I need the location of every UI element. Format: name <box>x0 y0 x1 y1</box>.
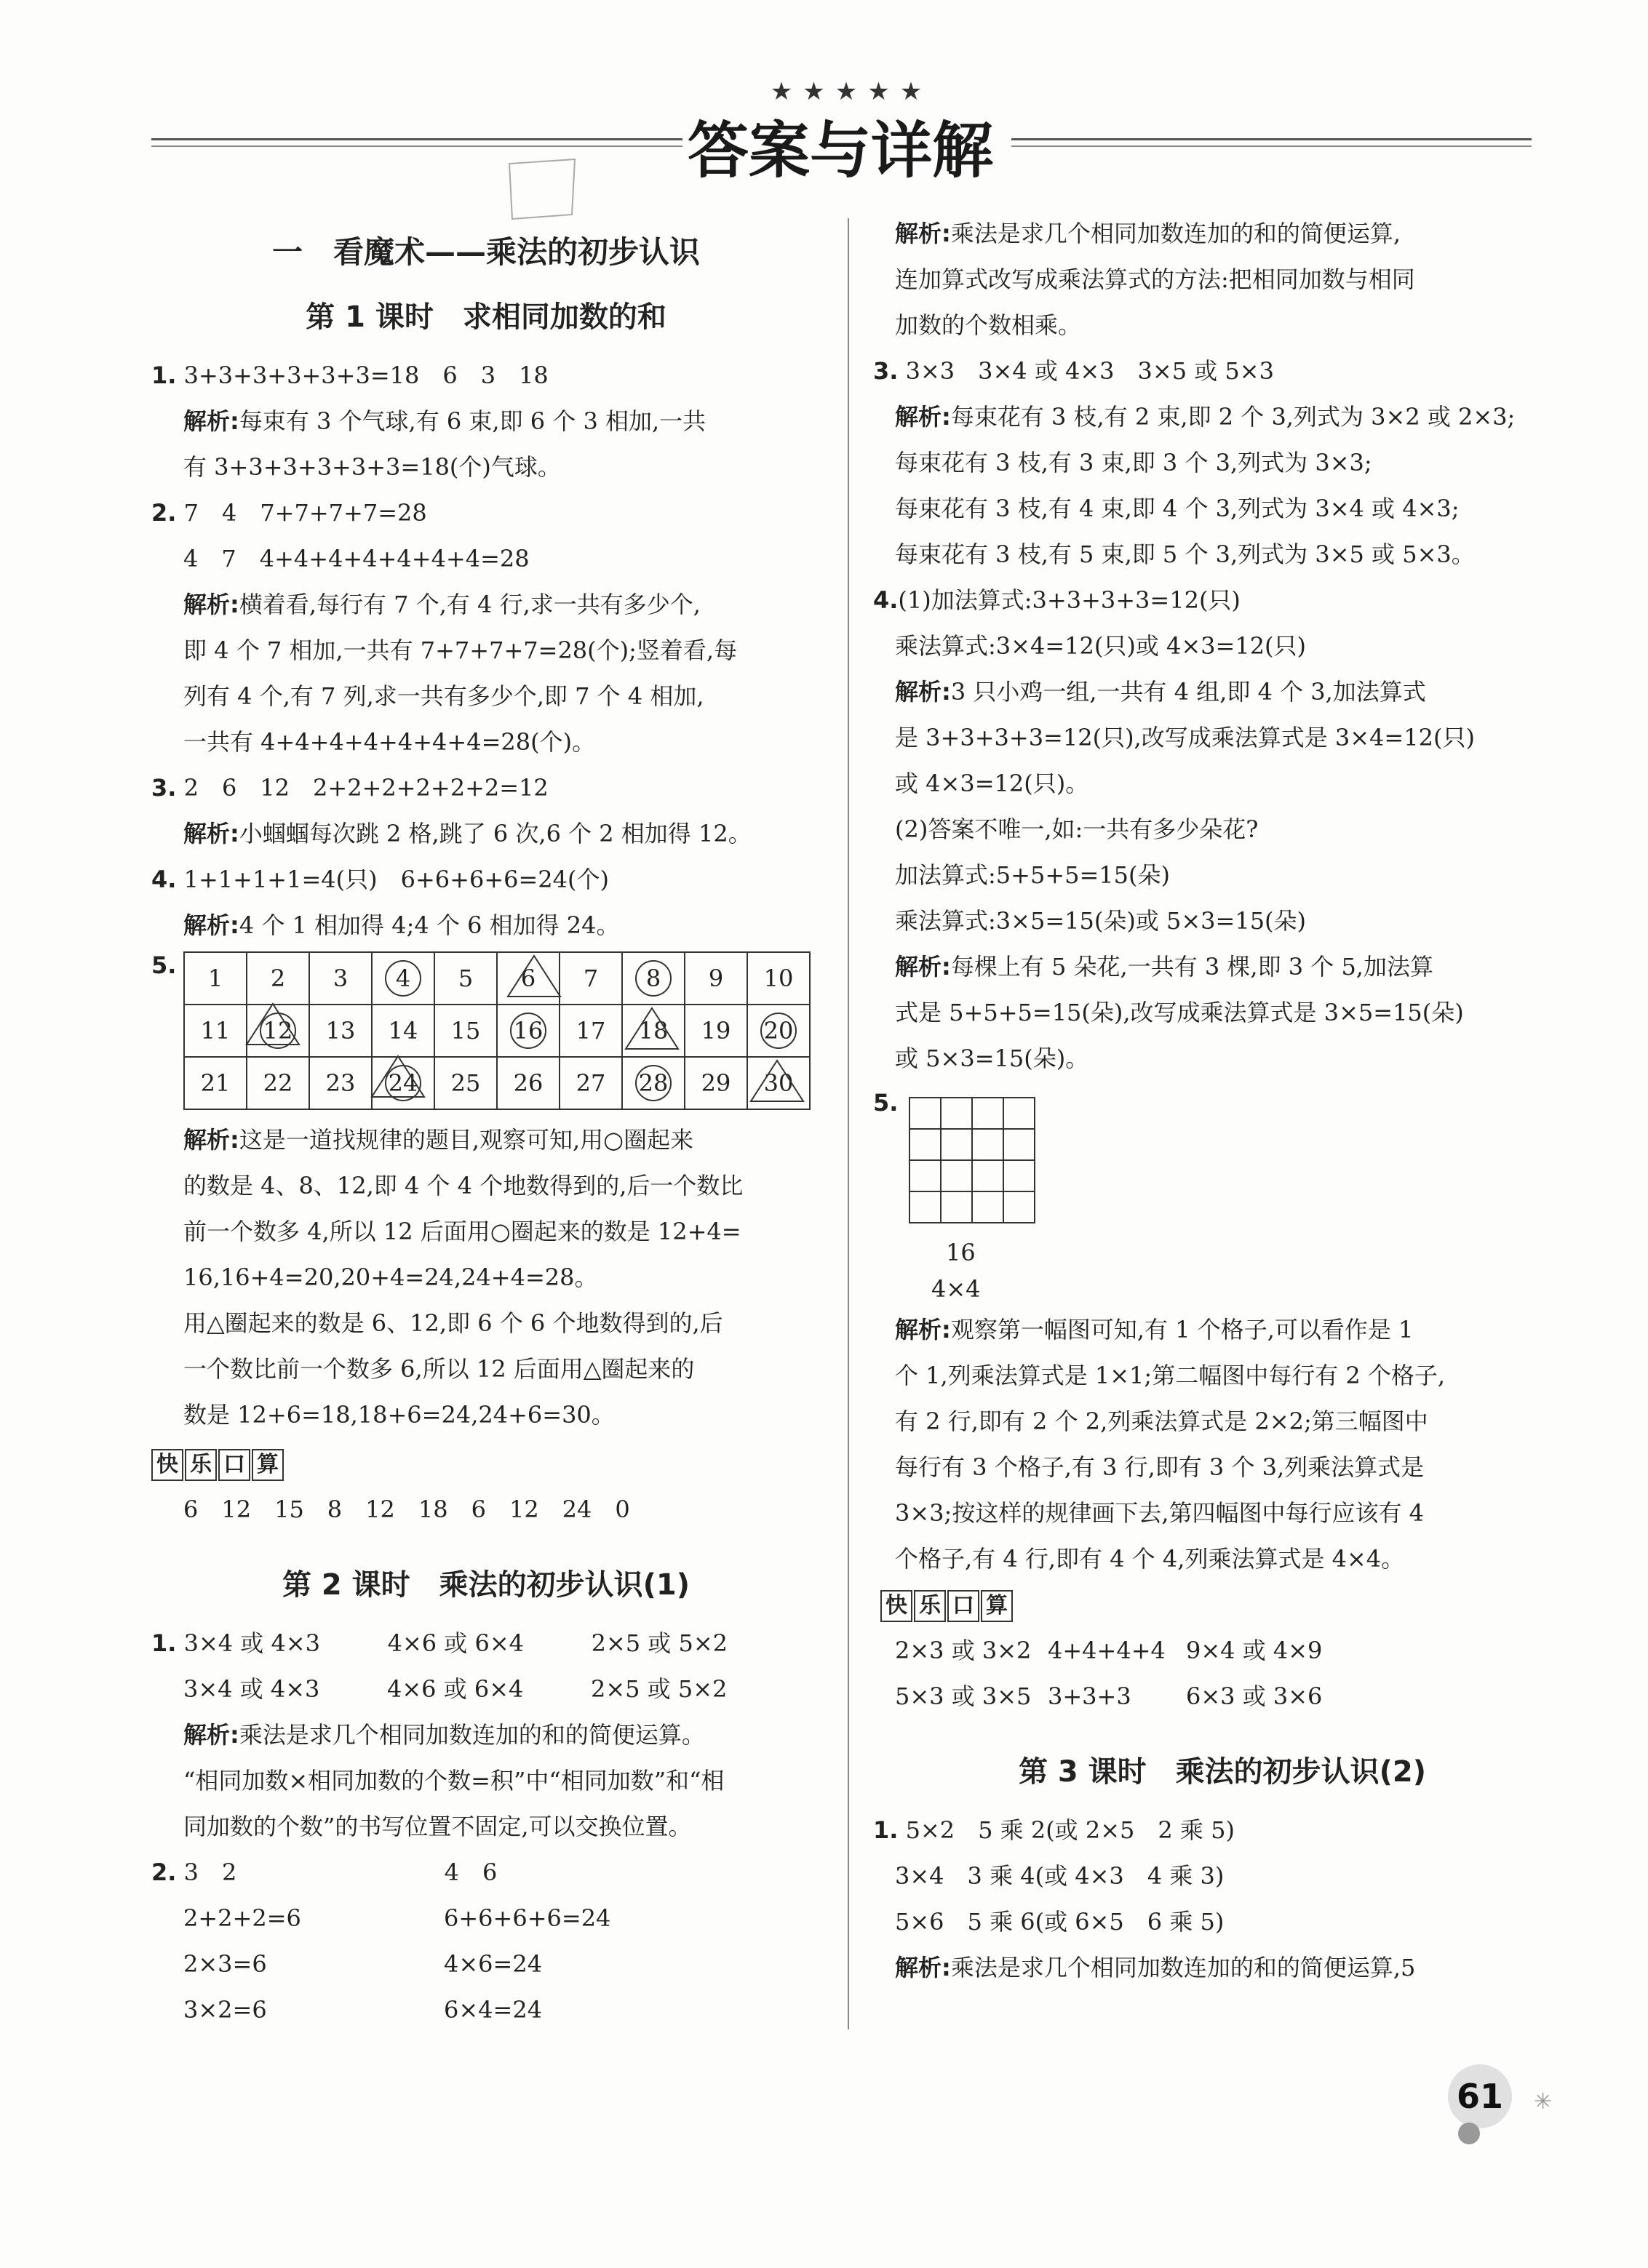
grid-cell <box>560 1057 622 1109</box>
grid-cell <box>685 1057 747 1109</box>
l3-ana-label: 解析: <box>895 1954 951 1981</box>
q4-num: 4. <box>151 866 177 893</box>
grid-cell-value: 24 <box>385 1065 421 1101</box>
triangle-mark <box>385 1065 421 1101</box>
q5-ana-4: 用△圈起来的数是 6、12,即 6 个 6 个地数得到的,后 <box>183 1309 723 1337</box>
grid-cell-value: 14 <box>388 1017 418 1045</box>
grid-cell <box>247 1005 309 1057</box>
q2-ana-1: 即 4 个 7 相加,一共有 7+7+7+7=28(个);竖着看,每 <box>183 636 738 664</box>
r-q4-line2-0: (2)答案不唯一,如:一共有多少朵花? <box>895 815 1259 843</box>
grid-cell <box>497 952 560 1005</box>
grid-cell <box>747 1057 810 1109</box>
page-number-dot <box>1458 2123 1480 2144</box>
r-q4-line-0: (1)加法算式:3+3+3+3=12(只) <box>898 586 1241 614</box>
grid-cell <box>497 1005 560 1057</box>
r-q2-ana-1: 连加算式改写成乘法算式的方法:把相同加数与相同 <box>895 265 1415 293</box>
r-kuaile-r1-c2: 6×3 或 3×6 <box>1186 1682 1323 1710</box>
l3-ana: 乘法是求几个相同加数连加的和的简便运算,5 <box>950 1954 1416 1981</box>
grid-cell-value: 19 <box>701 1017 731 1045</box>
q3-ana: 小蝈蝈每次跳 2 格,跳了 6 次,6 个 2 相加得 12。 <box>239 820 752 847</box>
r-q4-line2-2: 乘法算式:3×5=15(朵)或 5×3=15(朵) <box>895 907 1307 935</box>
star-decoration-icon: ✳ <box>1534 2089 1553 2115</box>
q5-ana-3: 16,16+4=20,20+4=24,24+4=28。 <box>183 1263 598 1291</box>
q2-ana-2: 列有 4 个,有 7 列,求一共有多少个,即 7 个 4 相加, <box>183 682 704 710</box>
grid-cell <box>747 952 810 1005</box>
l2-q1-r1-c1: 4×6 或 6×4 <box>387 1675 524 1703</box>
grid-row <box>184 952 810 1005</box>
r-kuaile-char-4: 算 <box>981 1590 1013 1622</box>
r-q4-ana2-label: 解析: <box>895 953 951 981</box>
r-q3-ana-1: 每束花有 3 枝,有 3 束,即 3 个 3,列式为 3×3; <box>895 449 1372 476</box>
q2-ana-3: 一共有 4+4+4+4+4+4+4=28(个)。 <box>183 728 596 756</box>
q4-ana: 4 个 1 相加得 4;4 个 6 相加得 24。 <box>239 911 620 939</box>
triangle-mark <box>764 1069 794 1097</box>
l2-q2-r2-c1: 4×6=24 <box>444 1950 543 1978</box>
grid-cell <box>622 952 685 1005</box>
l2-q1-r1-c0: 3×4 或 4×3 <box>183 1675 320 1703</box>
l3-row-2: 5×6 5 乘 6(或 6×5 6 乘 5) <box>895 1908 1225 1936</box>
lesson3-title: 第 3 课时 乘法的初步认识(2) <box>1018 1755 1427 1789</box>
grid-cell-value: 16 <box>510 1013 546 1049</box>
grid-cell-value: 25 <box>450 1069 481 1097</box>
l2-q1-num: 1. <box>151 1629 177 1657</box>
kuaile-char-3: 口 <box>218 1449 250 1481</box>
r-q4-ana2-2: 或 5×3=15(朵)。 <box>895 1045 1089 1072</box>
r-q5-ana-label: 解析: <box>895 1316 951 1343</box>
grid-cell <box>560 1005 622 1057</box>
r-q3-ana-2: 每束花有 3 枝,有 4 束,即 4 个 3,列式为 3×4 或 4×3; <box>895 495 1460 522</box>
lesson1-title: 第 1 课时 求相同加数的和 <box>306 300 666 334</box>
grid-cell-value: 5 <box>458 965 474 992</box>
l2-q1-ana-label: 解析: <box>183 1721 239 1749</box>
q4-ana-label: 解析: <box>183 911 239 939</box>
grid-cell-value: 3 <box>333 965 349 992</box>
grid-cell-value: 29 <box>701 1069 731 1097</box>
header-rule-right-2 <box>1011 145 1532 147</box>
grid-cell <box>309 1057 372 1109</box>
grid-cell-value: 23 <box>325 1069 356 1097</box>
r-q4-ana1-1: 是 3+3+3+3=12(只),改写成乘法算式是 3×4=12(只) <box>895 724 1475 751</box>
grid-cell-value: 2 <box>270 965 286 992</box>
lesson2-title: 第 2 课时 乘法的初步认识(1) <box>282 1568 690 1602</box>
q1-ana-0: 每束有 3 个气球,有 6 束,即 6 个 3 相加,一共 <box>239 407 706 435</box>
l2-q2-r0-c0: 3 2 <box>183 1858 237 1886</box>
r-q3-num: 3. <box>873 357 899 385</box>
r-q5-count: 16 <box>946 1239 976 1266</box>
kuaile-answers: 6 12 15 8 12 18 6 12 24 0 <box>183 1496 630 1523</box>
triangle-mark <box>521 965 536 992</box>
l2-q1-ana-2: 同加数的个数”的书写位置不固定,可以交换位置。 <box>183 1813 692 1840</box>
q3-ana-label: 解析: <box>183 820 239 847</box>
r-q4-line2-1: 加法算式:5+5+5=15(朵) <box>895 861 1170 889</box>
four-by-four-grid <box>908 1096 1036 1224</box>
r-q5-ana-4: 3×3;按这样的规律画下去,第四幅图中每行应该有 4 <box>895 1499 1425 1527</box>
grid-cell-value: 27 <box>576 1069 606 1097</box>
r-kuaile-r1-c0: 5×3 或 3×5 <box>895 1682 1032 1710</box>
r-q5-ana-5: 个格子,有 4 行,即有 4 个 4,列乘法算式是 4×4。 <box>895 1545 1405 1573</box>
grid-cell <box>184 1057 247 1109</box>
q4-answer: 1+1+1+1=4(只) 6+6+6+6=24(个) <box>183 866 609 893</box>
l2-q1-r0-c2: 2×5 或 5×2 <box>591 1629 728 1657</box>
q1-ana-1: 有 3+3+3+3+3+3=18(个)气球。 <box>183 453 561 481</box>
r-kuaile-r0-c0: 2×3 或 3×2 <box>895 1637 1032 1664</box>
grid-cell <box>184 952 247 1005</box>
header-stars: ★★★★★ <box>770 77 933 106</box>
l2-q2-r1-c1: 6+6+6+6=24 <box>444 1904 611 1932</box>
grid-cell-value: 11 <box>200 1017 231 1045</box>
q5-ana-6: 数是 12+6=18,18+6=24,24+6=30。 <box>183 1401 615 1429</box>
l2-q1-r0-c0: 3×4 或 4×3 <box>183 1629 321 1657</box>
q5-num: 5. <box>151 951 177 979</box>
l2-q1-ana-1: “相同加数×相同加数的个数=积”中“相同加数”和“相 <box>183 1767 725 1794</box>
grid-cell-value: 20 <box>760 1013 797 1049</box>
column-divider <box>848 218 849 2029</box>
grid-cell-value: 18 <box>638 1017 669 1045</box>
grid-cell-value: 1 <box>207 965 223 992</box>
r-kuaile-char-3: 口 <box>947 1590 979 1622</box>
r-q3-ana-3: 每束花有 3 枝,有 5 束,即 5 个 3,列式为 3×5 或 5×3。 <box>895 540 1475 568</box>
number-grid <box>183 951 811 1110</box>
grid-cell <box>247 1057 309 1109</box>
grid-cell-value: 30 <box>763 1069 794 1097</box>
q5-ana-label: 解析: <box>183 1126 239 1154</box>
grid-cell-value: 10 <box>763 965 794 992</box>
q1-ana-label: 解析: <box>183 407 239 435</box>
grid-cell <box>372 1005 434 1057</box>
l2-q1-r0-c1: 4×6 或 6×4 <box>387 1629 525 1657</box>
grid-cell <box>685 952 747 1005</box>
q1-answer: 3+3+3+3+3+3=18 6 3 18 <box>183 362 549 389</box>
r-q3-ana-0: 每束花有 3 枝,有 2 束,即 2 个 3,列式为 3×2 或 2×3; <box>950 403 1516 431</box>
r-q4-ana1-0: 3 只小鸡一组,一共有 4 组,即 4 个 3,加法算式 <box>950 678 1426 706</box>
q3-answer: 2 6 12 2+2+2+2+2+2=12 <box>183 774 549 802</box>
q2-answer-1: 4 7 4+4+4+4+4+4+4=28 <box>183 545 530 572</box>
r-q5-num: 5. <box>873 1089 899 1117</box>
grid-cell <box>497 1057 560 1109</box>
r-q5-ana-2: 有 2 行,即有 2 个 2,列乘法算式是 2×2;第三幅图中 <box>895 1407 1428 1435</box>
l3-row-1: 3×4 3 乘 4(或 4×3 4 乘 3) <box>895 1862 1225 1890</box>
grid-cell-value: 13 <box>325 1017 356 1045</box>
grid-cell <box>434 1005 497 1057</box>
triangle-mark <box>639 1017 669 1045</box>
grid-cell-value: 7 <box>583 965 599 992</box>
grid-cell <box>372 952 434 1005</box>
l2-q2-r3-c1: 6×4=24 <box>444 1996 543 2024</box>
unit-title: 一 看魔术——乘法的初步认识 <box>271 234 700 270</box>
header-rule-right <box>1011 138 1532 140</box>
triangle-mark <box>260 1013 296 1049</box>
grid-cell-value: 9 <box>708 965 724 992</box>
page-number: 61 <box>1448 2064 1512 2128</box>
kuaile-char-1: 快 <box>151 1449 183 1481</box>
r-q3-ana-label: 解析: <box>895 403 951 431</box>
l2-q2-r3-c0: 3×2=6 <box>183 1996 267 2024</box>
q5-ana-1: 的数是 4、8、12,即 4 个 4 个地数得到的,后一个数比 <box>183 1172 744 1199</box>
r-kuaile-char-2: 乐 <box>914 1590 946 1622</box>
r-kuaile-r0-c2: 9×4 或 4×9 <box>1186 1637 1323 1664</box>
l3-row-0: 5×2 5 乘 2(或 2×5 2 乘 5) <box>905 1816 1235 1844</box>
grid-cell <box>622 1005 685 1057</box>
r-q5-ana-3: 每行有 3 个格子,有 3 行,即有 3 个 3,列乘法算式是 <box>895 1453 1425 1481</box>
q2-ana-label: 解析: <box>183 591 239 618</box>
q2-answer-0: 7 4 7+7+7+7=28 <box>183 499 427 527</box>
r-q2-ana-2: 加数的个数相乘。 <box>895 311 1082 339</box>
grid-cell-value: 17 <box>576 1017 606 1045</box>
grid-cell <box>747 1005 810 1057</box>
r-q2-ana-0: 乘法是求几个相同加数连加的和的简便运算, <box>950 220 1401 247</box>
r-kuaile-r1-c1: 3+3+3 <box>1048 1682 1131 1710</box>
grid-cell <box>184 1005 247 1057</box>
grid-cell <box>685 1005 747 1057</box>
grid-cell-value: 26 <box>513 1069 544 1097</box>
l2-q2-r2-c0: 2×3=6 <box>183 1950 267 1978</box>
grid-row <box>184 1005 810 1057</box>
l2-q2-r1-c0: 2+2+2=6 <box>183 1904 301 1932</box>
q5-ana-5: 一个数比前一个数多 6,所以 12 后面用△圈起来的 <box>183 1355 695 1383</box>
l2-q2-r0-c1: 4 6 <box>444 1858 498 1886</box>
l2-q1-ana-0: 乘法是求几个相同加数连加的和的简便运算。 <box>239 1721 705 1749</box>
header-rule-left <box>151 138 682 140</box>
l2-q2-num: 2. <box>151 1858 177 1886</box>
q5-ana-2: 前一个数多 4,所以 12 后面用○圈起来的数是 12+4= <box>183 1218 741 1245</box>
grid-cell-value: 15 <box>450 1017 481 1045</box>
left-column <box>151 211 821 2033</box>
r-q4-ana1-2: 或 4×3=12(只)。 <box>895 770 1089 797</box>
right-column <box>873 211 1550 1991</box>
grid-cell-value: 6 <box>520 965 536 992</box>
q3-num: 3. <box>151 774 177 802</box>
grid-cell <box>372 1057 434 1109</box>
grid-cell-value: 22 <box>263 1069 293 1097</box>
grid-cell-value: 8 <box>635 960 672 997</box>
r-q4-ana2-1: 式是 5+5+5=15(朵),改写成乘法算式是 3×5=15(朵) <box>895 999 1464 1026</box>
page-title: 答案与详解 <box>687 115 993 186</box>
r-q3-answer: 3×3 3×4 或 4×3 3×5 或 5×3 <box>905 357 1274 385</box>
kuaile-char-4: 算 <box>252 1449 284 1481</box>
r-q4-ana1-label: 解析: <box>895 678 951 706</box>
l2-q1-r1-c2: 2×5 或 5×2 <box>591 1675 728 1703</box>
r-q5-expr: 4×4 <box>931 1275 981 1303</box>
header-rule-left-2 <box>151 145 682 147</box>
r-q4-ana2-0: 每棵上有 5 朵花,一共有 3 棵,即 3 个 5,加法算 <box>950 953 1433 981</box>
r-q2-ana-label: 解析: <box>895 220 951 247</box>
grid-cell <box>560 952 622 1005</box>
r-q4-line-1: 乘法算式:3×4=12(只)或 4×3=12(只) <box>895 632 1307 660</box>
grid-row <box>184 1057 810 1109</box>
grid-cell-value: 4 <box>385 960 421 997</box>
grid-cell-value: 28 <box>635 1065 672 1101</box>
grid-cell <box>622 1057 685 1109</box>
grid-cell-value: 21 <box>200 1069 231 1097</box>
grid-cell <box>434 952 497 1005</box>
r-q4-num: 4. <box>873 586 899 614</box>
q5-ana-0: 这是一道找规律的题目,观察可知,用○圈起来 <box>239 1126 694 1154</box>
grid-cell <box>434 1057 497 1109</box>
grid-cell <box>309 952 372 1005</box>
q2-ana-0: 横着看,每行有 7 个,有 4 行,求一共有多少个, <box>239 591 701 618</box>
grid-cell-value: 12 <box>260 1013 296 1049</box>
l3-q1-num: 1. <box>873 1816 899 1844</box>
r-q5-ana-1: 个 1,列乘法算式是 1×1;第二幅图中每行有 2 个格子, <box>895 1362 1446 1389</box>
r-q5-ana-0: 观察第一幅图可知,有 1 个格子,可以看作是 1 <box>950 1316 1414 1343</box>
r-kuaile-r0-c1: 4+4+4+4 <box>1048 1637 1166 1664</box>
grid-cell <box>309 1005 372 1057</box>
kuaile-char-2: 乐 <box>185 1449 217 1481</box>
grid-cell <box>247 952 309 1005</box>
r-kuaile-char-1: 快 <box>880 1590 912 1622</box>
q2-num: 2. <box>151 499 177 527</box>
q1-num: 1. <box>151 362 177 389</box>
